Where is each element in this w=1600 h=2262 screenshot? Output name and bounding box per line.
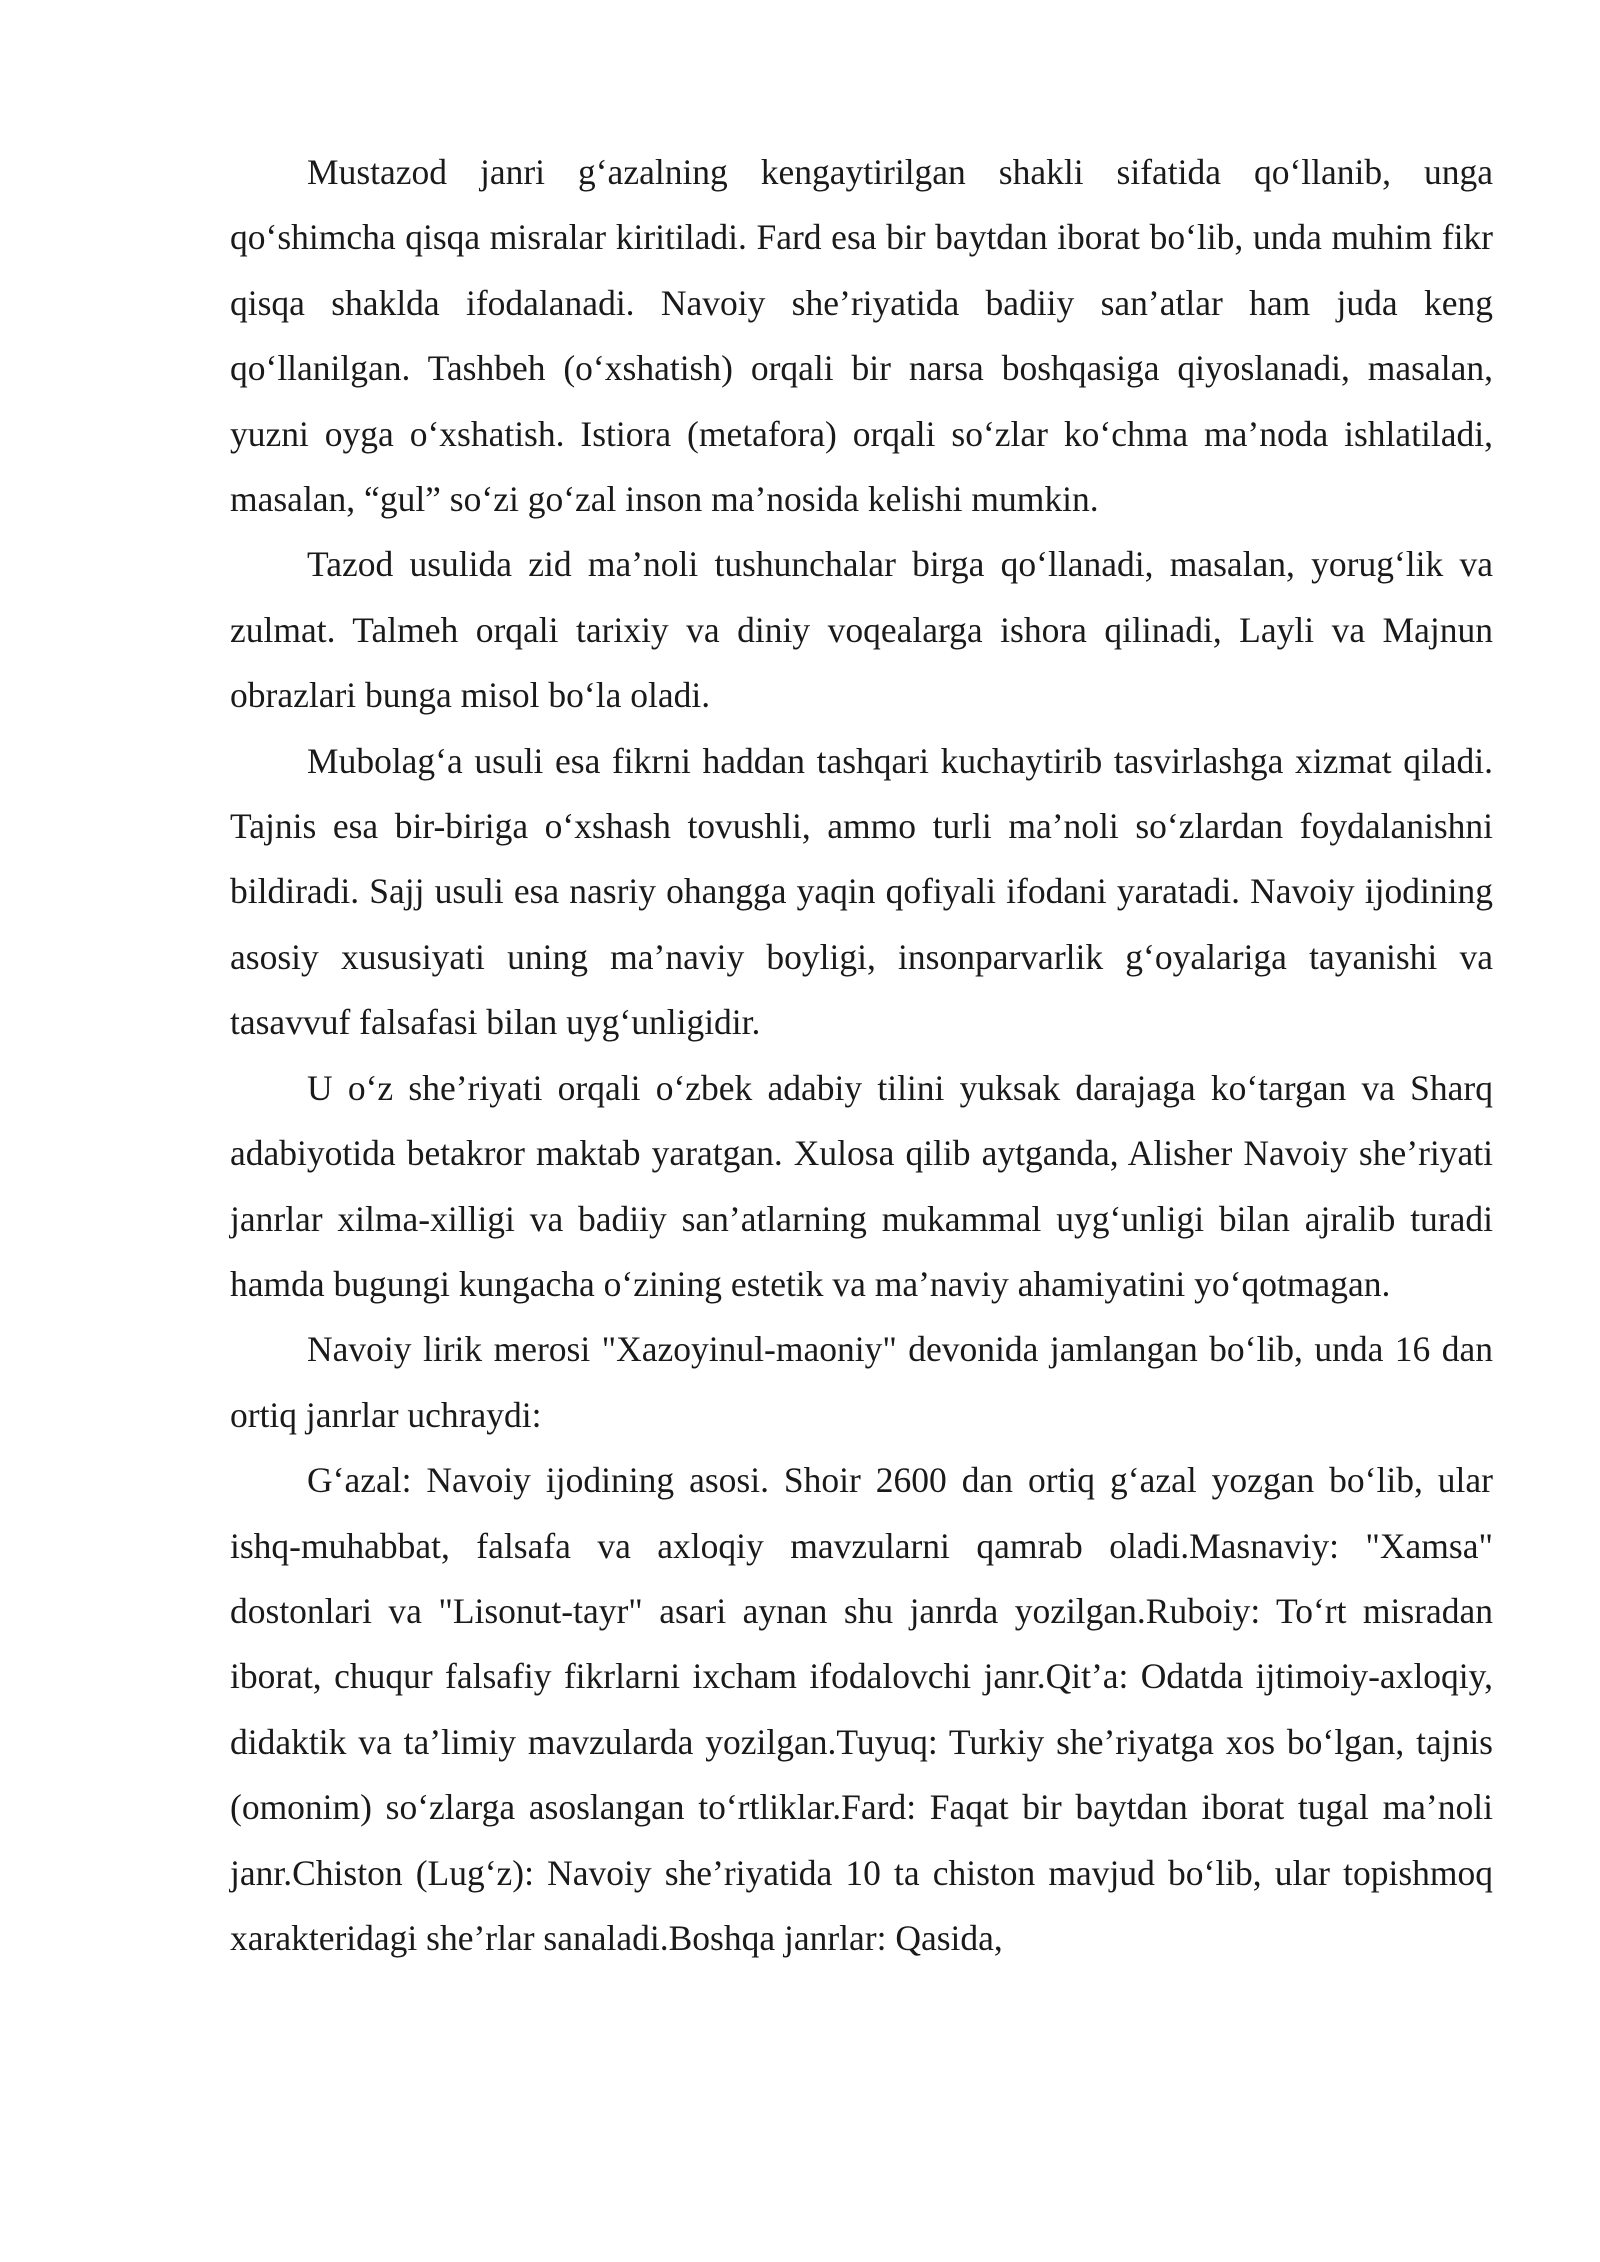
document-body [230, 140, 1493, 1971]
paragraph-conclusion: U o‘z she’riyati orqali o‘zbek adabiy tilini yuksak darajaga ko‘targan va Sharq adabiyotida betakror maktab yaratgan. Xulosa qilib aytganda, Alisher Navoiy she’riyati janrlar xilma-xilligi va badiiy san’atlarning mukammal uyg‘unligi bilan ajralib turadi hamda bugungi kungacha o‘zining estetik va ma’naviy ahamiyatini yo‘qotmagan. [230, 1067, 1493, 1304]
paragraph-tazod-talmeh: Tazod usulida zid ma’noli tushunchalar birga qo‘llanadi, masalan, yorug‘lik va zulmat. Talmeh orqali tarixiy va diniy voqealarga ishora qilinadi, Layli va Majnun obrazlari bunga misol bo‘la oladi. [230, 544, 1493, 716]
paragraph-genres: G‘azal: Navoiy ijodining asosi. Shoir 2600 dan ortiq g‘azal yozgan bo‘lib, ular ishq-muhabbat, falsafa va axloqiy mavzularni qamrab oladi.Masnaviy: "Xamsa" dostonlari va "Lisonut-tayr" asari aynan shu janrda yozilgan.Ruboiy: To‘rt misradan iborat, chuqur falsafiy fikrlarni ixcham ifodalovchi janr.Qit’a: Odatda ijtimoiy-axloqiy, didaktik va ta’limiy mavzularda yozilgan.Tuyuq: Turkiy she’riyatga xos bo‘lgan, tajnis (omonim) so‘zlarga asoslangan to‘rtliklar.Fard: Faqat bir baytdan iborat tugal ma’noli janr.Chiston (Lug‘z): Navoiy she’riyatida 10 ta chiston mavjud bo‘lib, ular topishmoq xarakteridagi she’rlar sanaladi.Boshqa janrlar: Qasida, [230, 1460, 1493, 1958]
paragraph-mubolaga-tajnis: Mubolag‘a usuli esa fikrni haddan tashqari kuchaytirib tasvirlashga xizmat qiladi. Tajnis esa bir-biriga o‘xshash tovushli, ammo turli ma’noli so‘zlardan foydalanishni bildiradi. Sajj usuli esa nasriy ohangga yaqin qofiyali ifodani yaratadi. Navoiy ijodining asosiy xususiyati uning ma’naviy boyligi, insonparvarlik g‘oyalariga tayanishi va tasavvuf falsafasi bilan uyg‘unligidir. [230, 740, 1493, 1043]
paragraph-lyrical-heritage: Navoiy lirik merosi "Xazoyinul-maoniy" devonida jamlangan bo‘lib, unda 16 dan ortiq janrlar uchraydi: [230, 1329, 1493, 1435]
paragraph-mustazod-fard: Mustazod janri g‘azalning kengaytirilgan shakli sifatida qo‘llanib, unga qo‘shimcha qisqa misralar kiritiladi. Fard esa bir baytdan iborat bo‘lib, unda muhim fikr qisqa shaklda ifodalanadi. Navoiy she’riyatida badiiy san’atlar ham juda keng qo‘llanilgan. Tashbeh (o‘xshatish) orqali bir narsa boshqasiga qiyoslanadi, masalan, yuzni oyga o‘xshatish. Istiora (metafora) orqali so‘zlar ko‘chma ma’noda ishlatiladi, masalan, “gul” so‘zi go‘zal inson ma’nosida kelishi mumkin. [230, 152, 1493, 520]
